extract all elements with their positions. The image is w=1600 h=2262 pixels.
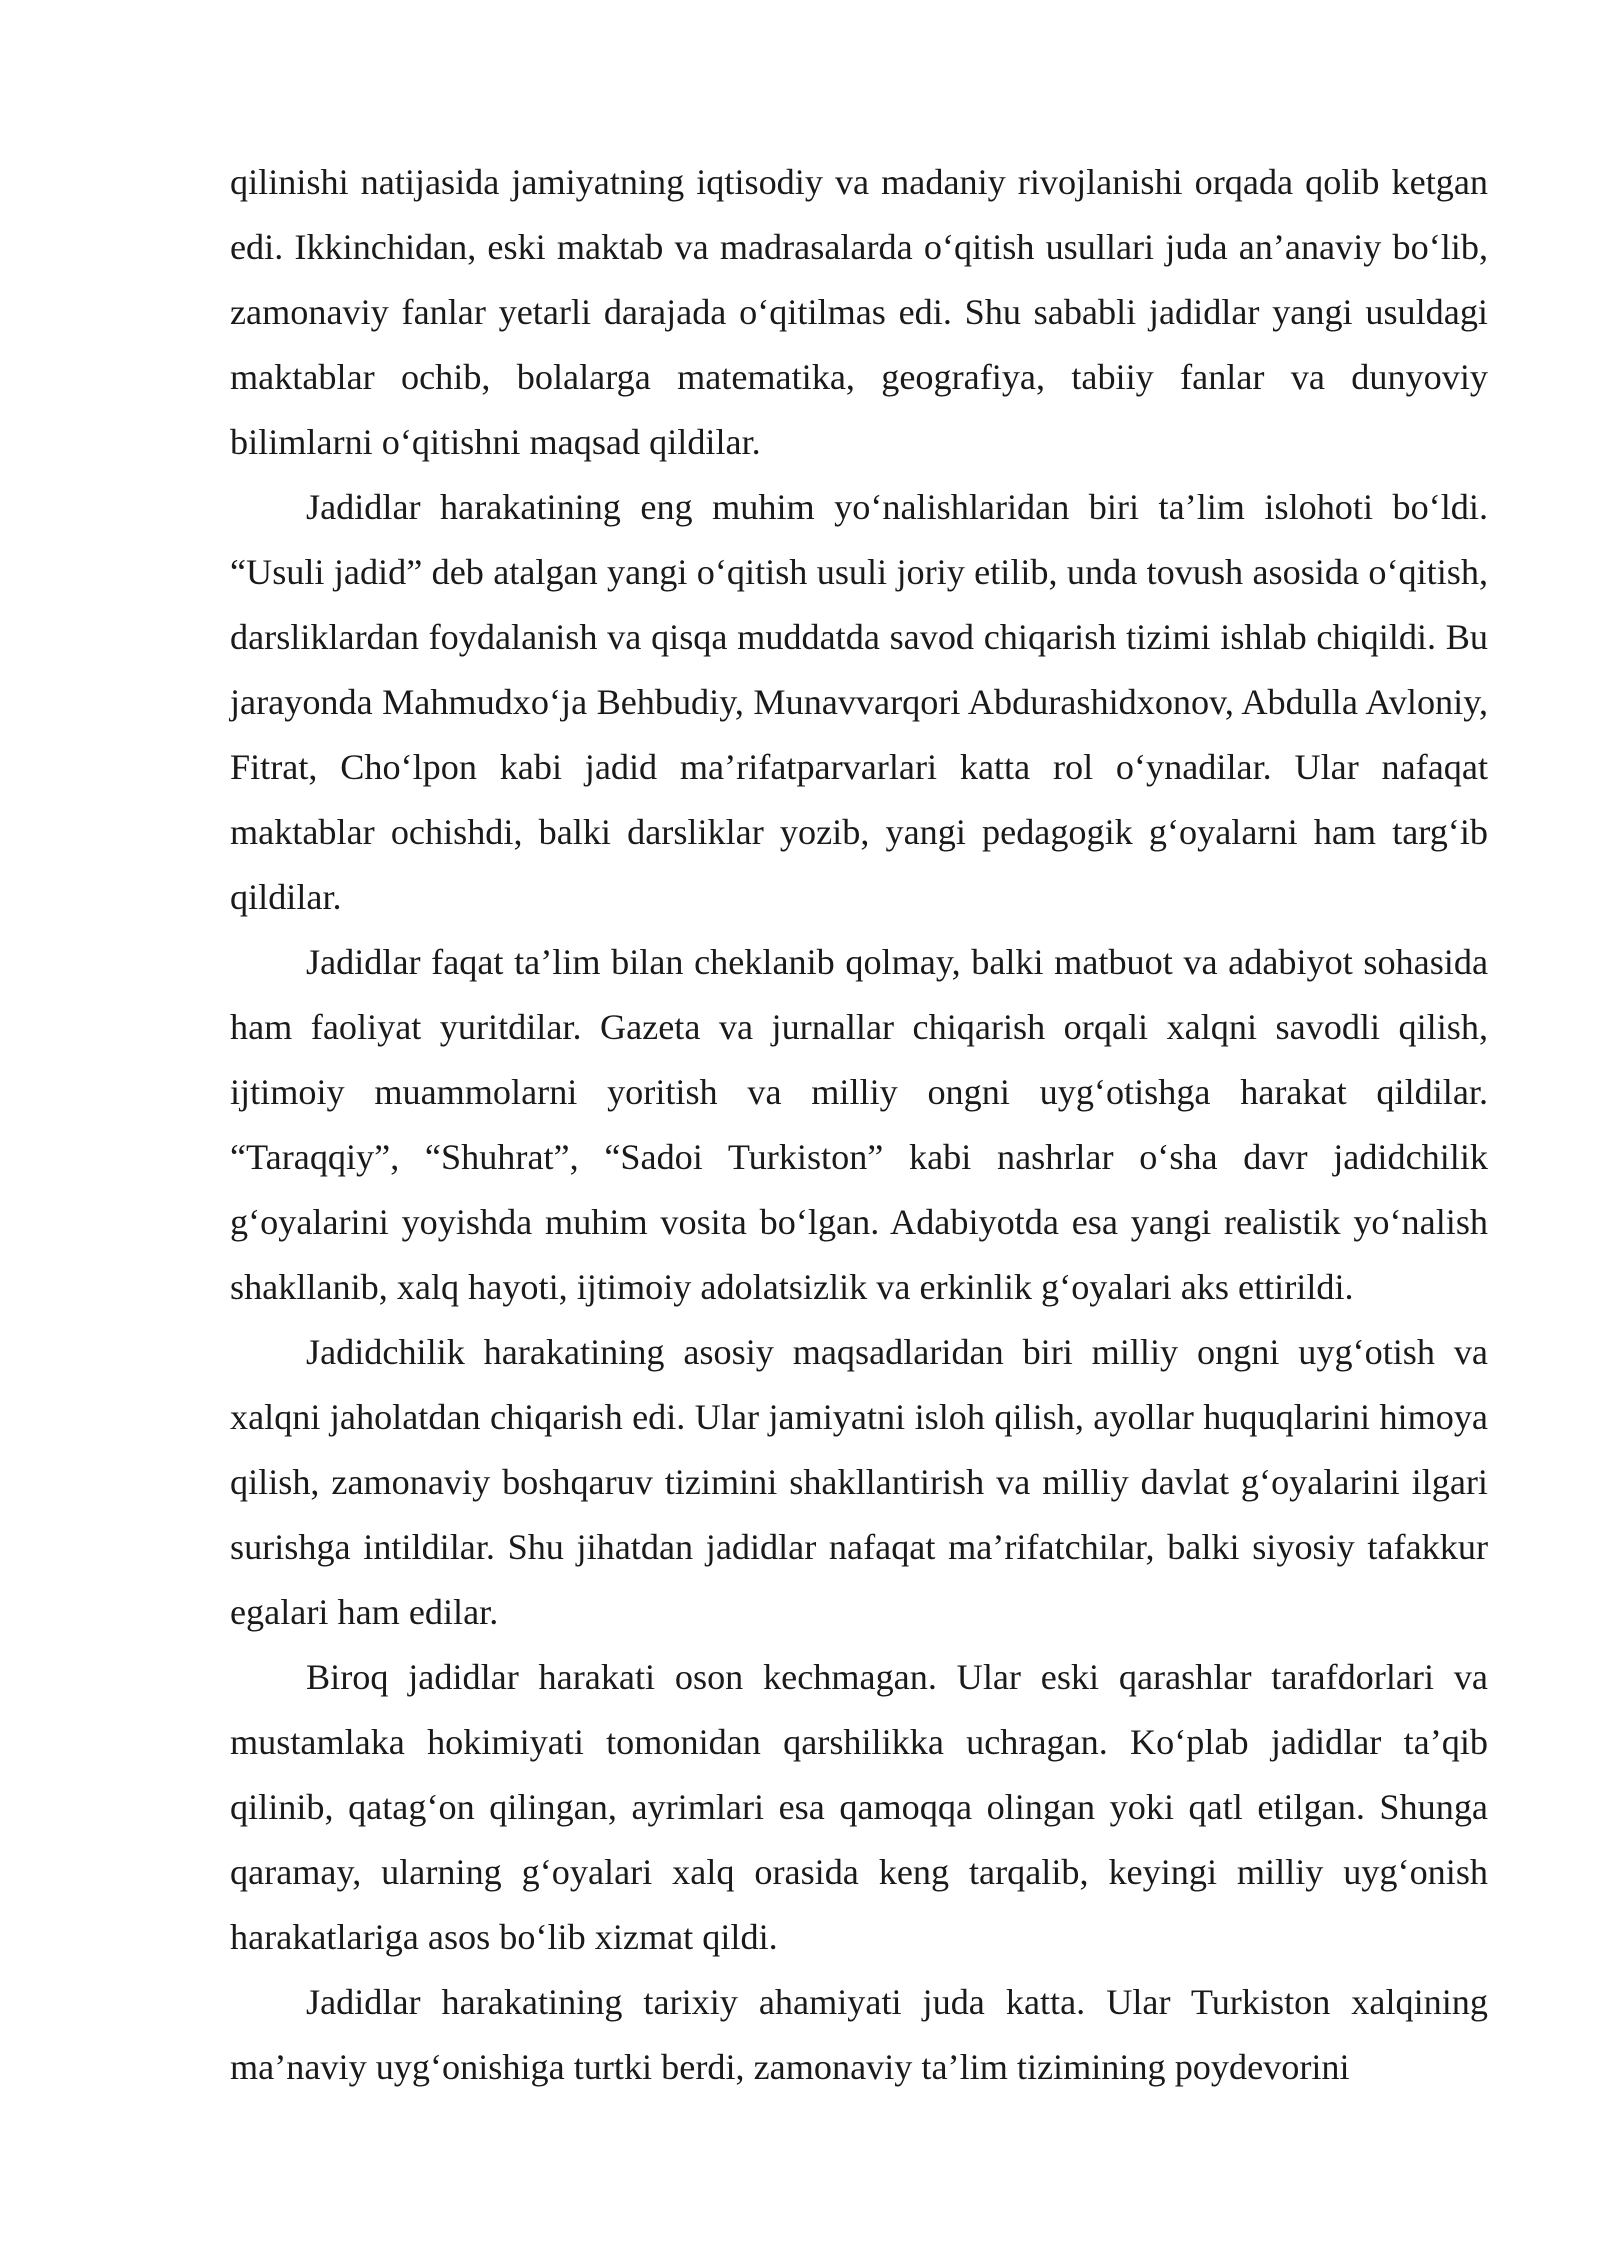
paragraph-6: Jadidlar harakatining tarixiy ahamiyati juda katta. Ular Turkiston xalqining ma’naviy uyg‘onishiga turtki berdi, zamonaviy ta’lim tizimining poydevorini [230, 1982, 1488, 2087]
paragraph-5: Biroq jadidlar harakati oson kechmagan. Ular eski qarashlar tarafdorlari va mustamlaka hokimiyati tomonidan qarshilikka uchragan. Ko‘plab jadidlar ta’qib qilinib, qatag‘on qilingan, ayrimlari esa qamoqqa olingan yoki qatl etilgan. Shunga qaramay, ularning g‘oyalari xalq orasida keng tarqalib, keyingi milliy uyg‘onish harakatlariga asos bo‘lib xizmat qildi. [230, 1657, 1488, 1957]
paragraph-1: qilinishi natijasida jamiyatning iqtisodiy va madaniy rivojlanishi orqada qolib ketgan edi. Ikkinchidan, eski maktab va madrasalarda o‘qitish usullari juda an’anaviy bo‘lib, zamonaviy fanlar yetarli darajada o‘qitilmas edi. Shu sababli jadidlar yangi usuldagi maktablar ochib, bolalarga matematika, geografiya, tabiiy fanlar va dunyoviy bilimlarni o‘qitishni maqsad qildilar. [230, 162, 1488, 462]
paragraph-3: Jadidlar faqat ta’lim bilan cheklanib qolmay, balki matbuot va adabiyot sohasida ham faoliyat yuritdilar. Gazeta va jurnallar chiqarish orqali xalqni savodli qilish, ijtimoiy muammolarni yoritish va milliy ongni uyg‘otishga harakat qildilar. “Taraqqiy”, “Shuhrat”, “Sadoi Turkiston” kabi nashrlar o‘sha davr jadidchilik g‘oyalarini yoyishda muhim vosita bo‘lgan. Adabiyotda esa yangi realistik yo‘nalish shakllanib, xalq hayoti, ijtimoiy adolatsizlik va erkinlik g‘oyalari aks ettirildi. [230, 942, 1488, 1307]
paragraph-2: Jadidlar harakatining eng muhim yo‘nalishlaridan biri ta’lim islohoti bo‘ldi. “Usuli jadid” deb atalgan yangi o‘qitish usuli joriy etilib, unda tovush asosida o‘qitish, darsliklardan foydalanish va qisqa muddatda savod chiqarish tizimi ishlab chiqildi. Bu jarayonda Mahmudxo‘ja Behbudiy, Munavvarqori Abdurashidxonov, Abdulla Avloniy, Fitrat, Cho‘lpon kabi jadid ma’rifatparvarlari katta rol o‘ynadilar. Ular nafaqat maktablar ochishdi, balki darsliklar yozib, yangi pedagogik g‘oyalarni ham targ‘ib qildilar. [230, 487, 1488, 917]
paragraph-4: Jadidchilik harakatining asosiy maqsadlaridan biri milliy ongni uyg‘otish va xalqni jaholatdan chiqarish edi. Ular jamiyatni isloh qilish, ayollar huquqlarini himoya qilish, zamonaviy boshqaruv tizimini shakllantirish va milliy davlat g‘oyalarini ilgari surishga intildilar. Shu jihatdan jadidlar nafaqat ma’rifatchilar, balki siyosiy tafakkur egalari ham edilar. [230, 1332, 1488, 1632]
document-page [230, 150, 1488, 2100]
